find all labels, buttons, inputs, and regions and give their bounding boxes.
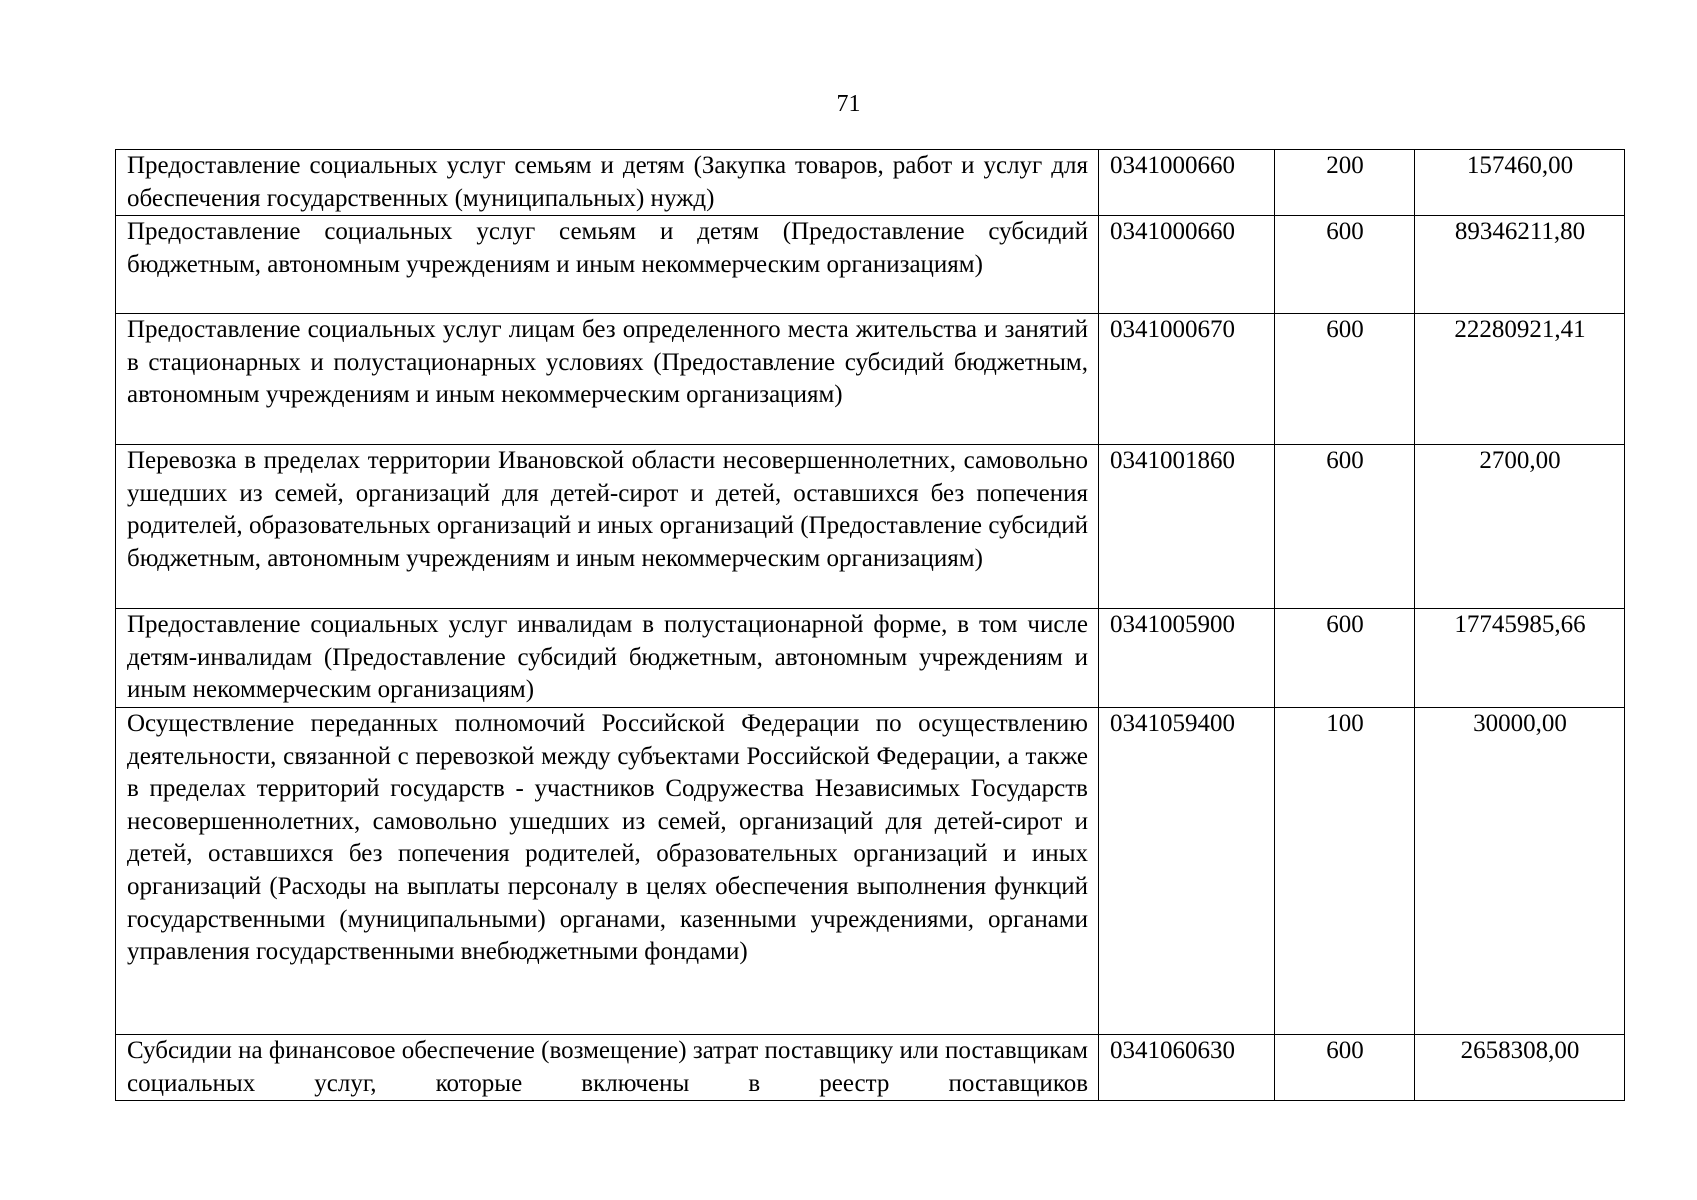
row-description: Предоставление социальных услуг лицам без определенного места жительства и занятий в стационарных и полустационарных условиях (Предоставление субсидий бюджетным, автономным учреждениям и иным некоммерческим организациям) [116,314,1099,445]
row-amount: 30000,00 [1415,707,1625,1034]
row-expense-type: 600 [1275,445,1415,609]
row-description: Предоставление социальных услуг инвалидам в полустационарной форме, в том числе детям-инвалидам (Предоставление субсидий бюджетным, автономным учреждениям и иным некоммерческим организациям) [116,609,1099,708]
row-description: Перевозка в пределах территории Ивановской области несовершеннолетних, самовольно ушедших из семей, организаций для детей-сирот и детей, оставшихся без попечения родителей, образовательных организаций и иных организаций (Предоставление субсидий бюджетным, автономным учреждениям и иным некоммерческим организациям) [116,445,1099,609]
row-expense-type: 600 [1275,1034,1415,1100]
row-expense-type: 100 [1275,707,1415,1034]
row-amount: 89346211,80 [1415,216,1625,314]
row-target-code: 0341000660 [1099,150,1275,216]
row-amount: 157460,00 [1415,150,1625,216]
page-number: 71 [836,91,861,117]
row-amount: 17745985,66 [1415,609,1625,708]
table-row [116,609,1625,708]
table-row [116,1034,1625,1100]
budget-table [115,149,1625,1101]
row-expense-type: 600 [1275,216,1415,314]
table-row [116,216,1625,314]
row-target-code: 0341059400 [1099,707,1275,1034]
row-amount: 22280921,41 [1415,314,1625,445]
table-row [116,314,1625,445]
row-target-code: 0341000660 [1099,216,1275,314]
row-target-code: 0341060630 [1099,1034,1275,1100]
row-description: Осуществление переданных полномочий Российской Федерации по осуществлению деятельности, связанной с перевозкой между субъектами Российской Федерации, а также в пределах территорий государств - участников Содружества Независимых Государств несовершеннолетних, самовольно ушедших из семей, организаций для детей-сирот и детей, оставшихся без попечения родителей, образовательных организаций и иных организаций (Расходы на выплаты персоналу в целях обеспечения выполнения функций государственными (муниципальными) органами, казенными учреждениями, органами управления государственными внебюджетными фондами) [116,707,1099,1034]
table-row [116,707,1625,1034]
row-description: Субсидии на финансовое обеспечение (возмещение) затрат поставщику или поставщикам социальных услуг, которые включены в реестр поставщиков [116,1034,1099,1100]
row-expense-type: 600 [1275,314,1415,445]
row-description: Предоставление социальных услуг семьям и детям (Закупка товаров, работ и услуг для обеспечения государственных (муниципальных) нужд) [116,150,1099,216]
table-row [116,445,1625,609]
row-expense-type: 600 [1275,609,1415,708]
row-target-code: 0341005900 [1099,609,1275,708]
row-description: Предоставление социальных услуг семьям и детям (Предоставление субсидий бюджетным, автономным учреждениям и иным некоммерческим организациям) [116,216,1099,314]
row-expense-type: 200 [1275,150,1415,216]
row-amount: 2700,00 [1415,445,1625,609]
row-target-code: 0341000670 [1099,314,1275,445]
table-row [116,150,1625,216]
row-target-code: 0341001860 [1099,445,1275,609]
row-amount: 2658308,00 [1415,1034,1625,1100]
